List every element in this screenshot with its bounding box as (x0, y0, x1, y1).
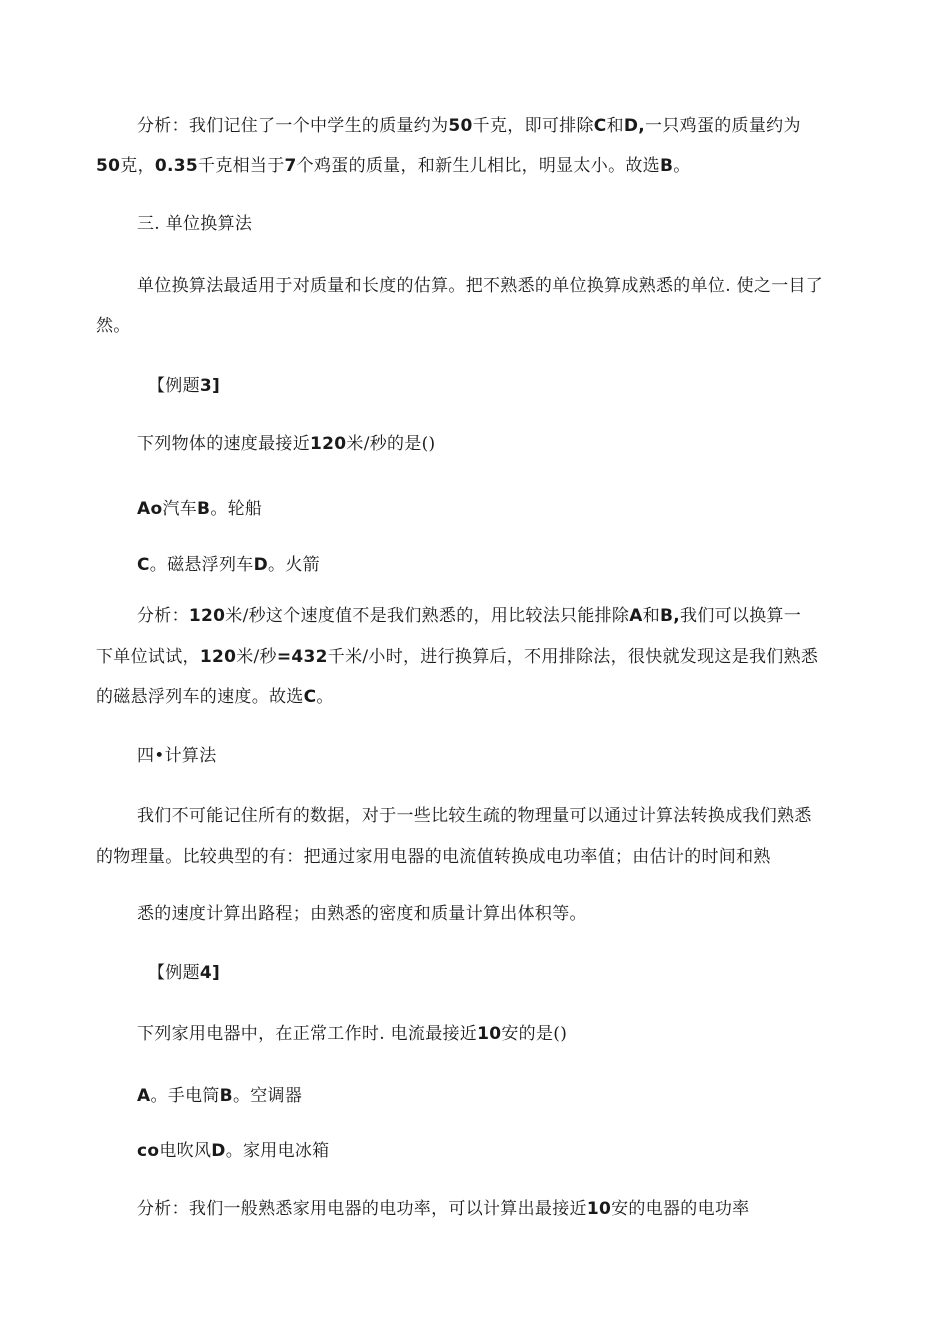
calculation-para-line-1: 我们不可能记住所有的数据，对于一些比较生疏的物理量可以通过计算法转换成我们熟悉 (137, 806, 812, 826)
analysis-1-line-1: 分析：我们记住了一个中学生的质量约为50千克，即可排除C和D,一只鸡蛋的质量约为 (137, 116, 801, 136)
example-4-heading: 【例题4] (148, 963, 221, 983)
calculation-para-line-2: 的物理量。比较典型的有：把通过家用电器的电流值转换成电功率值；由估计的时间和熟 (96, 847, 771, 867)
example-3-heading: 【例题3] (148, 376, 221, 396)
example-3-question: 下列物体的速度最接近120米/秒的是() (137, 434, 436, 454)
example-4-options-cd: co电吹风D。家用电冰箱 (137, 1141, 330, 1161)
section-heading-unit-conversion: 三. 单位换算法 (137, 214, 253, 234)
section-heading-calculation: 四•计算法 (137, 746, 217, 766)
example-4-question: 下列家用电器中，在正常工作时. 电流最接近10安的是() (137, 1024, 568, 1044)
calculation-para-line-3: 悉的速度计算出路程；由熟悉的密度和质量计算出体积等。 (137, 904, 587, 924)
analysis-1-line-2: 50克，0.35千克相当于7个鸡蛋的质量，和新生儿相比，明显太小。故选B。 (96, 156, 691, 176)
analysis-4-line-1: 分析：我们一般熟悉家用电器的电功率，可以计算出最接近10安的电器的电功率 (137, 1199, 750, 1219)
analysis-3-line-3: 的磁悬浮列车的速度。故选C。 (96, 687, 334, 707)
example-3-options-cd: C。磁悬浮列车D。火箭 (137, 555, 320, 575)
example-4-options-ab: A。手电筒B。空调器 (137, 1086, 303, 1106)
unit-conversion-para-line-1: 单位换算法最适用于对质量和长度的估算。把不熟悉的单位换算成熟悉的单位. 使之一目了 (137, 276, 824, 296)
example-3-options-ab: Ao汽车B。轮船 (137, 499, 263, 519)
analysis-3-line-1: 分析：120米/秒这个速度值不是我们熟悉的，用比较法只能排除A和B,我们可以换算一 (137, 606, 802, 626)
unit-conversion-para-line-2: 然。 (96, 316, 131, 336)
analysis-3-line-2: 下单位试试，120米/秒=432千米/小时，进行换算后，不用排除法，很快就发现这是我们熟悉 (96, 647, 819, 667)
